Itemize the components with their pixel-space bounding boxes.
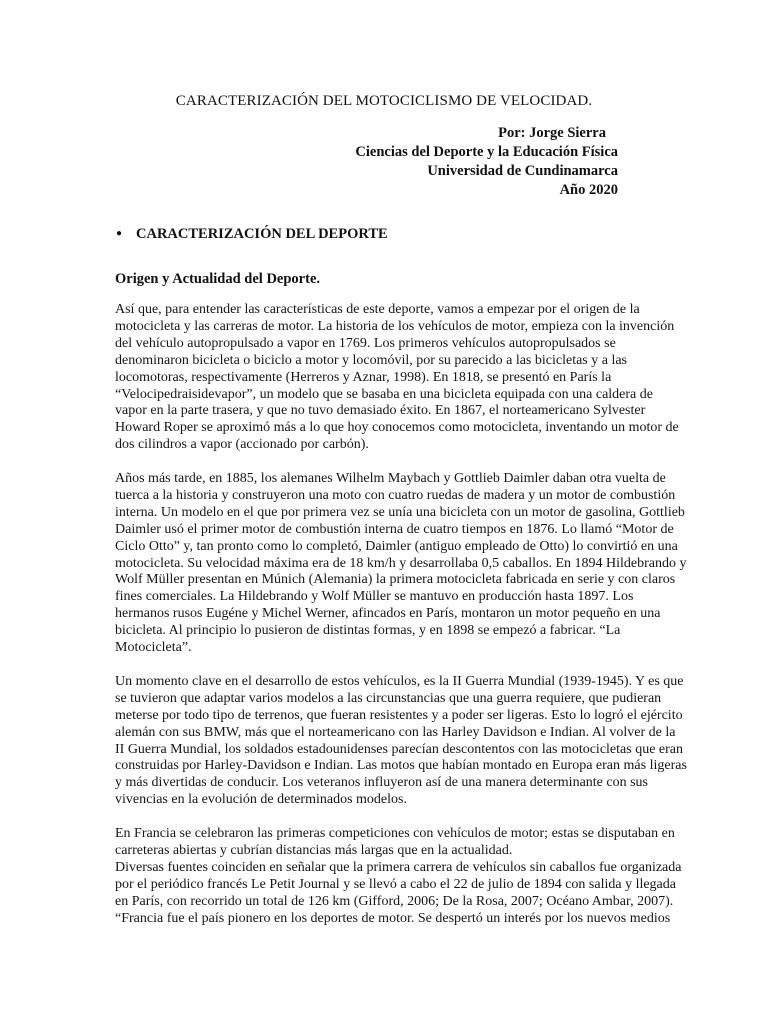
- author-university: Universidad de Cundinamarca: [427, 163, 618, 179]
- text-line: interna. Un modelo en el que por primera vez se unía una bicicleta con un motor de gasolina, Gottlieb: [115, 504, 685, 520]
- document-title: CARACTERIZACIÓN DEL MOTOCICLISMO DE VELOCIDAD.: [175, 93, 593, 109]
- paragraph: [115, 826, 682, 927]
- text-line: tuerca a la historia y construyeron una moto con cuatro ruedas de madera y un motor de combustión: [115, 487, 676, 503]
- text-line: II Guerra Mundial, los soldados estadounidenses parecían descontentos con las motocicletas que eran: [115, 741, 683, 757]
- text-line: por el periódico francés Le Petit Journal y se llevó a cabo el 22 de julio de 1894 con salida y llegada: [115, 876, 676, 892]
- text-line: dos cilindros a vapor (accionado por carbón).: [115, 437, 369, 453]
- text-line: Un momento clave en el desarrollo de estos vehículos, es la II Guerra Mundial (1939-1945). Y es que: [115, 673, 684, 689]
- body-text: [115, 302, 687, 927]
- bullet-icon: ●: [116, 228, 123, 239]
- text-line: vapor en la parte trasera, y que no tuvo demasiado éxito. En 1867, el norteamericano Sylvester: [115, 403, 646, 419]
- text-line: se tuvieron que adaptar varios modelos a las circunstancias que una guerra requiere, que pudieran: [115, 690, 662, 706]
- text-line: fines comerciales. La Hildebrando y Wolf Müller se mantuvo en producción hasta 1897. Los: [115, 589, 634, 605]
- text-line: motocicleta. Su velocidad máxima era de 18 km/h y desarrollaba 0,5 caballos. En 1894 Hildebrando y: [115, 555, 687, 571]
- section-heading: [116, 226, 388, 243]
- subsection-heading: Origen y Actualidad del Deporte.: [115, 271, 321, 287]
- text-line: Ciclo Otto” y, tan pronto como lo completó, Daimler (antiguo empleado de Otto) lo convirtió en una: [115, 538, 678, 554]
- text-line: denominaron bicicleta o biciclo a motor y locomóvil, por su parecido a las bicicletas y a las: [115, 352, 628, 368]
- text-line: carreteras abiertas y cubrían distancias más largas que en la actualidad.: [115, 842, 513, 858]
- text-line: Motocicleta”.: [115, 640, 192, 656]
- paragraph: [115, 471, 687, 657]
- text-line: Así que, para entender las características de este deporte, vamos a empezar por el origen de la: [115, 302, 640, 317]
- text-line: meterse por todo tipo de terrenos, que fueran resistentes y a poder ser ligeras. Esto lo logró el ejército: [115, 707, 683, 723]
- section-heading-text: CARACTERIZACIÓN DEL DEPORTE: [136, 226, 388, 242]
- paragraph: [115, 673, 687, 809]
- text-line: en París, con recorrido un total de 126 km (Gifford, 2006; De la Rosa, 2007; Océano Ambar, 2007).: [115, 893, 674, 909]
- text-line: motocicleta y las carreras de motor. La historia de los vehículos de motor, empieza con la invención: [115, 318, 675, 334]
- text-line: y más divertidas de conducir. Los veteranos influyeron así de una manera determinante con sus: [115, 775, 648, 791]
- text-line: vivencias en la evolución de determinados modelos.: [115, 792, 407, 808]
- author-block: [355, 124, 618, 200]
- paragraph: [115, 302, 679, 454]
- text-line: alemán con sus BMW, más que el norteamericano con las Harley Davidson e Indian. Al volver de la: [115, 724, 676, 740]
- text-line: bicicleta. Al principio lo pusieron de distintas formas, y en 1898 se empezó a fabricar. “La: [115, 623, 621, 639]
- author-program: Ciencias del Deporte y la Educación Física: [355, 144, 618, 160]
- text-line: Años más tarde, en 1885, los alemanes Wilhelm Maybach y Gottlieb Daimler daban otra vuelta de: [115, 471, 666, 487]
- text-line: Howard Roper se aproximó más a lo que hoy conocemos como motocicleta, inventando un motor de: [115, 420, 679, 436]
- text-line: Diversas fuentes coinciden en señalar que la primera carrera de vehículos sin caballos fue organizada: [115, 859, 682, 875]
- text-line: locomotoras, respectivamente (Herreros y Aznar, 1998). En 1818, se presentó en París la: [115, 369, 612, 385]
- text-line: Wolf Müller presentan en Múnich (Alemania) la primera motocicleta fabricada en serie y con claros: [115, 572, 676, 588]
- text-line: hermanos rusos Eugéne y Michel Werner, afincados en París, montaron un motor pequeño en una: [115, 606, 661, 622]
- text-line: En Francia se celebraron las primeras competiciones con vehículos de motor; estas se disputaban en: [115, 826, 675, 842]
- author-name: Por: Jorge Sierra: [498, 125, 606, 141]
- text-line: “Francia fue el país pionero en los deportes de motor. Se despertó un interés por los nuevos medios: [115, 910, 671, 926]
- author-year: Año 2020: [559, 182, 618, 198]
- text-line: del vehículo autopropulsado a vapor en 1769. Los primeros vehículos autopropulsados se: [115, 335, 616, 351]
- text-line: “Velocipedraisidevapor”, un modelo que se basaba en una bicicleta equipada con una caldera de: [115, 386, 653, 402]
- text-line: construidas por Harley-Davidson e Indian. Las motos que habían montado en Europa eran más ligeras: [115, 758, 687, 774]
- text-line: Daimler usó el primer motor de combustión interna de cuatro tiempos en 1876. Lo llamó “Motor de: [115, 521, 674, 537]
